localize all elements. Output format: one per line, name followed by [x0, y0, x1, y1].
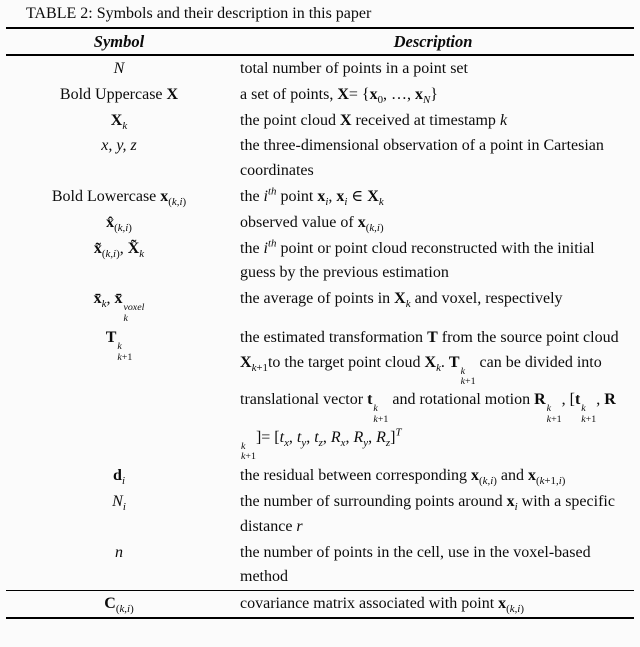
symbol-cell: T k k+1	[105, 328, 133, 363]
symbol-cell: Bold Uppercase X	[59, 85, 179, 103]
table-row	[6, 540, 634, 591]
description-cell: the number of points in the cell, use in the voxel-based method	[240, 543, 591, 586]
symbol-cell: x, y, z	[101, 137, 137, 155]
table-row	[6, 108, 634, 134]
description-cell: the residual between corresponding $x_{(k,i)}$ and $x_{(k+1,i)}$	[240, 467, 566, 488]
symbol-cell: $x̂_{(k,i)}$	[106, 213, 132, 234]
description-cell: total number of points in a point set	[240, 60, 468, 77]
table-row	[6, 236, 634, 287]
symbol-cell: $x̃_{(k,i)}$, $X̃_k$	[93, 239, 145, 260]
description-cell: the point cloud X received at timestamp k	[240, 111, 508, 129]
description-cell: covariance matrix associated with point $x_{(k,i)}$	[232, 591, 634, 618]
table-row	[6, 82, 634, 108]
symbol-cell: N	[113, 60, 125, 77]
description-cell: the average of points in $X_k$ and voxel, respectively	[240, 290, 563, 311]
symbol-cell: $N_i$	[112, 492, 126, 514]
symbol-cell: $C_{(k,i)}$	[6, 591, 232, 618]
table-caption: TABLE 2: Symbols and their description in this paper	[26, 5, 372, 22]
symbol-cell: Bold Lowercase $x_{(k,i)}$	[51, 187, 187, 209]
description-cell: the three-dimensional observation of a point in Cartesian coordinates	[240, 137, 604, 180]
table-row	[6, 591, 634, 618]
table-row	[6, 133, 634, 184]
table-row	[6, 286, 634, 325]
table-row	[6, 210, 634, 236]
description-cell: the estimated transformation T from the source point cloud $X_{k+1}to$ the target point cloud $X_k$. T k k+1 can be divided into translational vector t k k+1 and rotational motion R k k+1 , [t k k+1 , R k k+1 ]= [$t_x$, $t_y$, $t_z$, $R_x$, $R_y$, $R_z]^T$	[240, 328, 619, 463]
description-cell: the $i^{th}$ point or point cloud reconstructed with the initial guess by the previous estimation	[240, 237, 595, 282]
table-row	[6, 325, 634, 463]
table-body	[6, 55, 634, 618]
description-cell: the number of surrounding points around $x_i$ with a specific distance r	[240, 492, 615, 535]
symbols-table	[6, 27, 634, 619]
description-column-header: Description	[232, 28, 634, 55]
symbol-cell: $x̄_k$, x̄ voxel k	[93, 290, 145, 325]
header-row	[6, 28, 634, 55]
symbol-cell: $X_k$	[110, 111, 128, 132]
table-row	[6, 55, 634, 82]
table-row	[6, 184, 634, 210]
symbol-cell: $d_i$	[113, 467, 125, 488]
description-cell: the $i^{th}$ point $x_i$, $x_i$ ∈ $X_k$	[240, 185, 384, 209]
description-cell: observed value of $x_{(k,i)}$	[240, 213, 384, 234]
table-header	[6, 28, 634, 55]
table-row	[6, 489, 634, 540]
symbol-cell: n	[115, 543, 123, 561]
table-row	[6, 463, 634, 489]
description-cell: a set of points, $X= \{x_0$, …, $x_N$}	[240, 85, 438, 106]
symbol-column-header: Symbol	[6, 28, 232, 55]
